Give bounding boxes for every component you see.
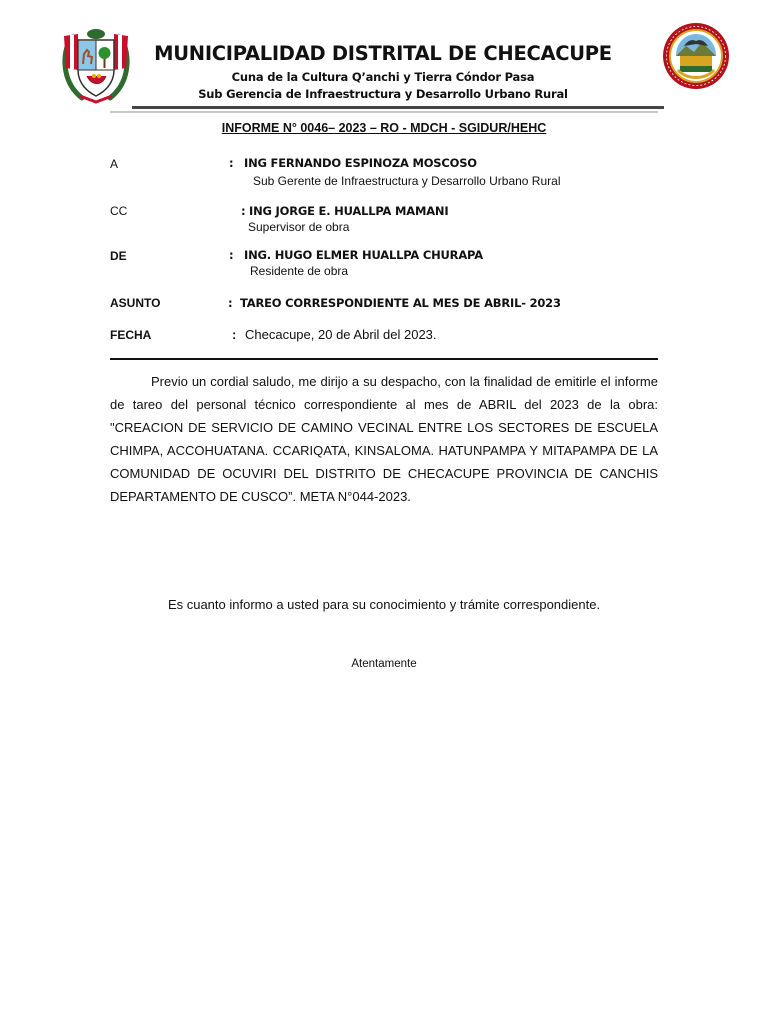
field-asunto-value: TAREO CORRESPONDIENTE AL MES DE ABRIL- 2023 — [240, 296, 561, 310]
field-a-detail: Sub Gerente de Infraestructura y Desarrollo Urbano Rural — [253, 174, 561, 188]
field-de-colon: : — [229, 248, 234, 262]
field-de-label: DE — [110, 249, 127, 263]
field-a-value: ING FERNANDO ESPINOZA MOSCOSO — [244, 156, 477, 170]
report-number: INFORME N° 0046– 2023 – RO - MDCH - SGIDUR/HEHC — [221, 121, 547, 135]
field-de-value: ING. HUGO ELMER HUALLPA CHURAPA — [244, 248, 483, 262]
section-divider — [110, 358, 658, 360]
field-cc-detail: Supervisor de obra — [248, 220, 350, 234]
field-a-label: A — [110, 157, 119, 171]
header-rule — [132, 106, 664, 109]
municipality-title: MUNICIPALIDAD DISTRITAL DE CHECACUPE — [154, 42, 612, 65]
field-de-detail: Residente de obra — [250, 264, 349, 278]
body-paragraph: Previo un cordial saludo, me dirijo a su despacho, con la finalidad de emitirle el informe de tareo del personal técnico correspondiente al mes de ABRIL del 2023 de la obra: "CREACION DE SERVICIO DE CAMINO VECINAL ENTRE LOS SECTORES DE ESCUELA CHIMPA, ACCOHUATANA. CCARIQATA, KINSALOMA. HATUNPAMPA Y MITAPAMPA DE LA COMUNIDAD DE OCUVIRI DEL DISTRITO DE CHECACUPE PROVINCIA DE CANCHIS DEPARTAMENTO DE CUSCO”. META N°044-2023. — [110, 374, 658, 504]
municipality-motto: Cuna de la Cultura Q’anchi y Tierra Cóndor Pasa — [231, 70, 535, 84]
field-fecha-label: FECHA — [110, 328, 152, 342]
header-rule-shadow — [110, 111, 658, 113]
sign-off: Atentamente — [351, 658, 417, 670]
field-fecha-value: Checacupe, 20 de Abril del 2023. — [245, 327, 437, 342]
peru-coat-of-arms-icon — [60, 26, 132, 104]
field-cc-label: CC — [110, 204, 128, 218]
municipality-department: Sub Gerencia de Infraestructura y Desarrollo Urbano Rural — [198, 87, 568, 101]
field-a-colon: : — [229, 156, 234, 170]
field-asunto-colon: : — [228, 296, 233, 310]
field-fecha-colon: : — [232, 327, 237, 342]
field-asunto-label: ASUNTO — [110, 296, 161, 310]
checacupe-municipal-seal-icon — [662, 22, 730, 90]
field-cc-colon: : — [241, 204, 246, 218]
field-cc-value: ING JORGE E. HUALLPA MAMANI — [249, 204, 449, 218]
closing-sentence: Es cuanto informo a usted para su conocimiento y trámite correspondiente. — [167, 597, 601, 612]
